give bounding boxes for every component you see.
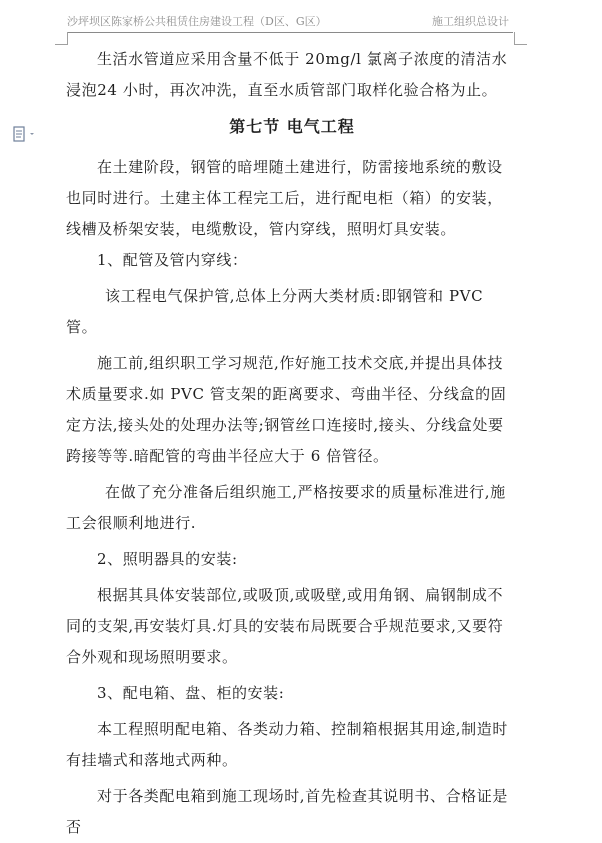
document-outline-glyph <box>12 125 42 145</box>
distribution-box-inspection-paragraph: 对于各类配电箱到施工现场时,首先检查其说明书、合格证是否 <box>66 787 508 836</box>
page-header <box>67 8 513 33</box>
subsection-distribution-box-heading: 3、配电箱、盘、柜的安装: <box>97 684 285 702</box>
construction-process-paragraph: 在做了充分准备后组织施工,严格按要求的质量标准进行,施工会很顺利地进行. <box>66 483 506 532</box>
header-document-title: 施工组织总设计 <box>432 15 509 28</box>
document-outline-icon[interactable] <box>12 125 42 145</box>
construction-preparation-paragraph: 施工前,组织职工学习规范,作好施工技术交底,并提出具体技术质量要求.如 PVC 管支架的距离要求、弯曲半径、分线盒的固定方法,接头处的处理办法等;钢管丝口连接时,接头、分线盒处要跨接等等.暗配管的弯曲半径应大于 6 倍管径。 <box>66 354 507 465</box>
subsection-lighting-installation-heading: 2、照明器具的安装: <box>97 550 238 568</box>
electrical-overview-paragraph: 在土建阶段，钢管的暗埋随土建进行，防雷接地系统的敷设也同时进行。土建主体工程完工后，进行配电柜（箱）的安装，线槽及桥架安装，电缆敷设，管内穿线，照明灯具安装。 <box>66 158 503 238</box>
water-pipe-disinfection-paragraph: 生活水管道应采用含量不低于 20mg/l 氯离子浓度的清洁水浸泡24 小时，再次冲洗，直至水质管部门取样化验合格为止。 <box>66 50 508 99</box>
lighting-installation-paragraph: 根据其具体安装部位,或吸顶,或吸壁,或用角钢、扁钢制成不同的支架,再安装灯具.灯具的安装布局既要合乎规范要求,又要符合外观和现场照明要求。 <box>66 586 504 666</box>
distribution-box-types-paragraph: 本工程照明配电箱、各类动力箱、控制箱根据其用途,制造时有挂墙式和落地式两种。 <box>66 720 508 769</box>
subsection-conduit-wiring-heading: 1、配管及管内穿线： <box>97 251 248 269</box>
document-body <box>66 44 518 843</box>
protective-conduit-materials-paragraph: 该工程电气保护管,总体上分两大类材质:即钢管和 PVC 管。 <box>66 287 484 336</box>
header-project-title: 沙坪坝区陈家桥公共租赁住房建设工程（D区、G区） <box>67 15 327 28</box>
section-title: 第七节 电气工程 <box>229 117 355 136</box>
